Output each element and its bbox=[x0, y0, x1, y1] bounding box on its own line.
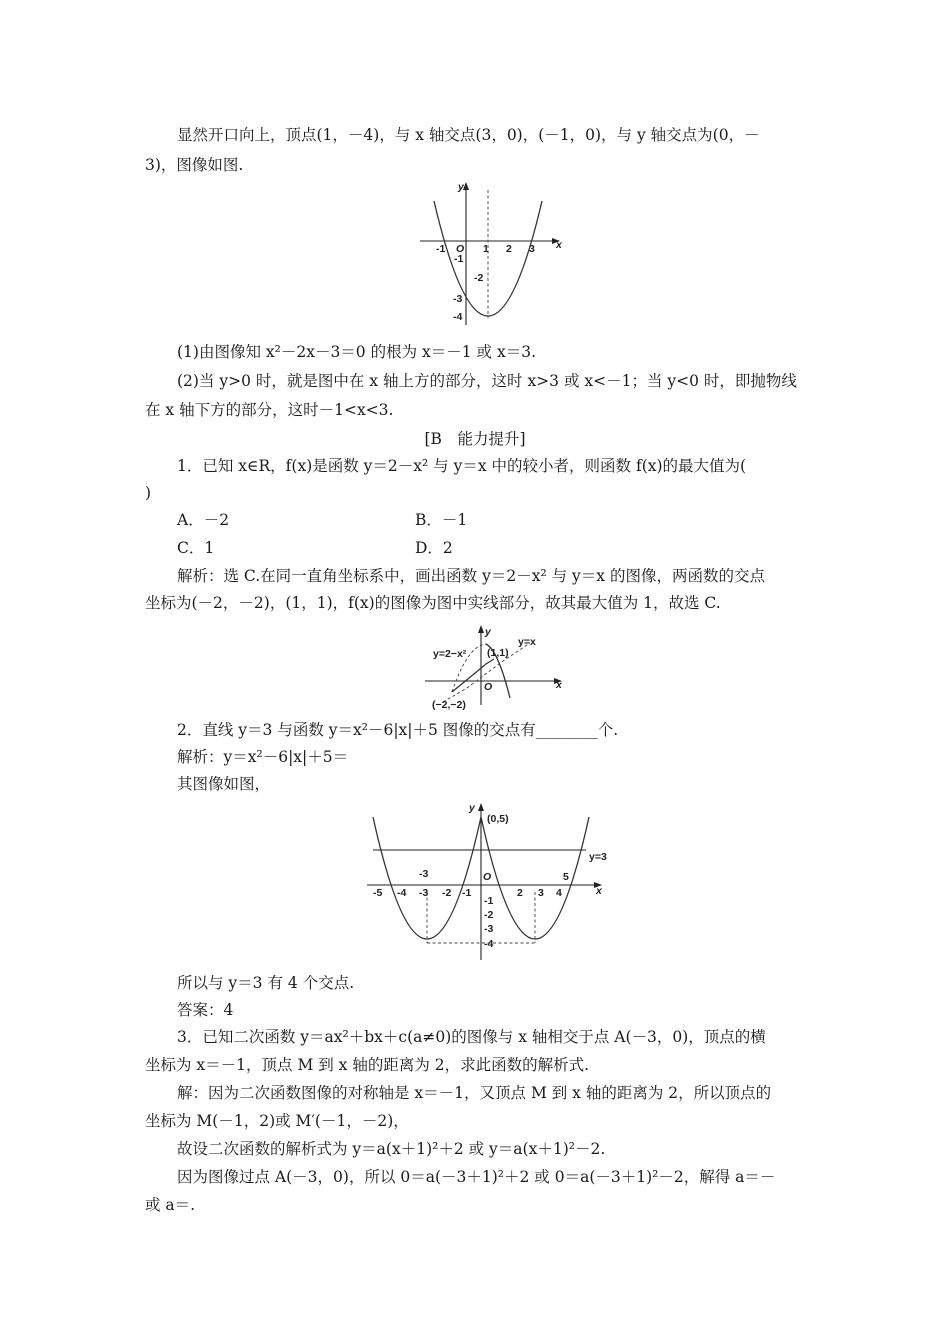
y-tick-label: -4 bbox=[484, 938, 494, 950]
analysis-text: 坐标为(－2，－2)，(1，1)，f(x)的图像为图中实线部分，故其最大值为 1，故选 C. bbox=[145, 594, 721, 612]
top-tick-label: -3 bbox=[419, 868, 429, 880]
y-tick-label: -2 bbox=[474, 272, 484, 284]
solution-text: 因为图像过点 A(－3，0)，所以 0＝a(－3＋1)²＋2 或 0＝a(－3＋1)²－2，解得 a＝－ bbox=[177, 1168, 776, 1186]
x-tick-label: -1 bbox=[462, 887, 472, 899]
x-tick-label: 4 bbox=[556, 887, 562, 899]
y-axis-label: y bbox=[458, 181, 464, 193]
question-stem: 2．直线 y＝3 与函数 y＝x²－6|x|＋5 图像的交点有________个. bbox=[177, 721, 619, 739]
y-axis-arrow bbox=[478, 803, 484, 811]
option-d: D．2 bbox=[415, 539, 453, 557]
analysis-text: 解析：选 C.在同一直角坐标系中，画出函数 y＝2－x² 与 y＝x 的图像，两函数的交点 bbox=[177, 567, 765, 585]
answer-text: 答案：4 bbox=[177, 1001, 234, 1019]
y-tick-label: -3 bbox=[453, 293, 463, 305]
question-stem: 1．已知 x∈R，f(x)是函数 y＝2－x² 与 y＝x 中的较小者，则函数 f(x)的最大值为( bbox=[177, 457, 747, 475]
top-tick-label: 5 bbox=[563, 871, 569, 883]
x-tick-label: -4 bbox=[397, 887, 407, 899]
y-tick-label: -4 bbox=[453, 311, 463, 323]
line-label: y=3 bbox=[589, 851, 607, 863]
text-line: (1)由图像知 x²－2x－3＝0 的根为 x＝－1 或 x＝3. bbox=[177, 343, 537, 361]
solution-text: 坐标为 M(－1，2)或 M′(－1，－2)， bbox=[145, 1112, 409, 1130]
x-tick-label: -2 bbox=[442, 887, 452, 899]
question-stem: 坐标为 x＝－1，顶点 M 到 x 轴的距离为 2，求此函数的解析式. bbox=[145, 1056, 590, 1074]
text-line: 显然开口向上，顶点(1，－4)，与 x 轴交点(3，0)，(－1，0)，与 y 轴交点为(0，－ bbox=[177, 126, 760, 144]
option-b: B．－1 bbox=[415, 511, 468, 529]
point-label: (−2,−2) bbox=[432, 699, 466, 711]
y-axis-label: y bbox=[469, 802, 475, 814]
x-tick-label: 2 bbox=[517, 887, 523, 899]
origin-label: O bbox=[483, 871, 492, 883]
solution-text: 解：因为二次函数图像的对称轴是 x＝－1，又顶点 M 到 x 轴的距离为 2，所以顶点的 bbox=[177, 1084, 772, 1102]
x-tick-label: 1 bbox=[483, 243, 489, 255]
x-tick-label: 2 bbox=[506, 243, 512, 255]
x-tick-label: -3 bbox=[419, 887, 429, 899]
option-a: A．－2 bbox=[177, 511, 230, 529]
x-tick-label: 3 bbox=[529, 243, 535, 255]
text-line: (2)当 y>0 时，就是图中在 x 轴上方的部分，这时 x>3 或 x<－1；当 y<0 时，即抛物线 bbox=[177, 372, 797, 390]
y-tick-label: -2 bbox=[484, 909, 494, 921]
peak-label: (0,5) bbox=[487, 813, 509, 825]
origin-label: O bbox=[484, 681, 493, 693]
analysis-text: 解析：y＝x²－6|x|＋5＝ bbox=[177, 748, 349, 766]
curve-label: y=2−x² bbox=[433, 648, 467, 660]
text-line: 3)，图像如图. bbox=[145, 156, 244, 174]
y-tick-label: -3 bbox=[484, 923, 494, 935]
y-tick-label: -1 bbox=[484, 895, 494, 907]
question-stem: ) bbox=[145, 484, 152, 502]
y-axis-label: y bbox=[485, 626, 491, 638]
y-tick-label: -1 bbox=[454, 253, 464, 265]
x-axis-label: x bbox=[556, 679, 562, 691]
question-stem: 3．已知二次函数 y＝ax²＋bx＋c(a≠0)的图像与 x 轴相交于点 A(－3，0)，顶点的横 bbox=[177, 1028, 766, 1046]
section-title: [B 能力提升] bbox=[424, 430, 526, 448]
x-axis-label: x bbox=[556, 239, 562, 251]
solution-text: 故设二次函数的解析式为 y＝a(x＋1)²＋2 或 y＝a(x＋1)²－2. bbox=[177, 1140, 606, 1158]
origin-label: O bbox=[456, 243, 465, 255]
x-tick-label: -1 bbox=[436, 243, 446, 255]
option-c: C．1 bbox=[177, 539, 215, 557]
x-tick-label: -5 bbox=[373, 887, 383, 899]
text-line: 其图像如图， bbox=[177, 775, 271, 793]
x-tick-label: 3 bbox=[538, 887, 544, 899]
text-line: 所以与 y＝3 有 4 个交点. bbox=[177, 974, 355, 992]
x-axis-label: x bbox=[596, 885, 602, 897]
solution-text: 或 a＝. bbox=[145, 1196, 196, 1214]
text-line: 在 x 轴下方的部分，这时－1<x<3. bbox=[145, 401, 394, 419]
line-label: y=x bbox=[518, 636, 536, 648]
point-label: (1,1) bbox=[487, 647, 509, 659]
